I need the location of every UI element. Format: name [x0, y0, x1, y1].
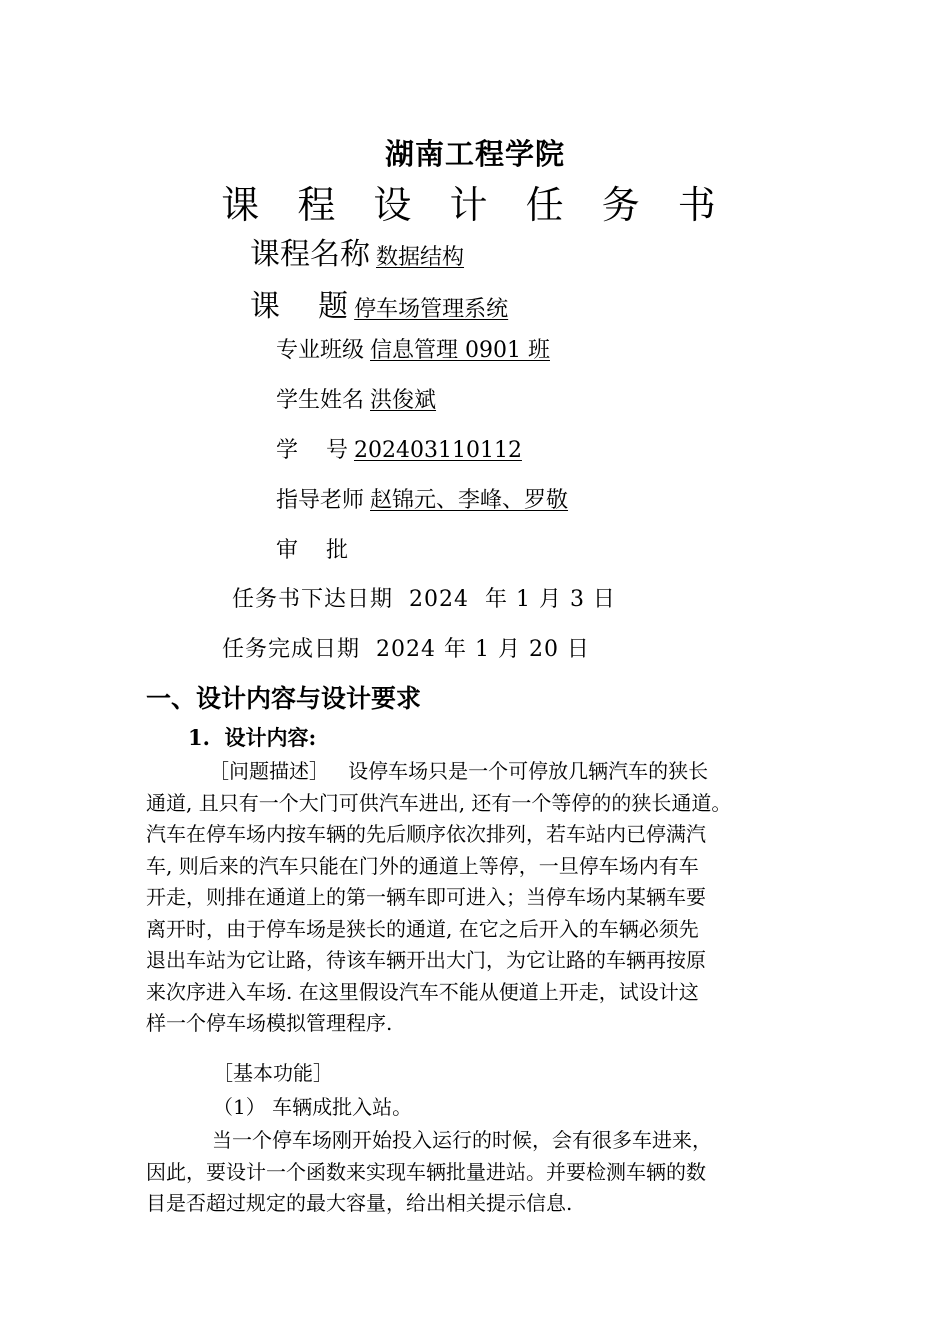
- topic-row: [250, 281, 508, 325]
- topic-label: 课 题: [250, 289, 349, 324]
- advisor-row: [276, 483, 568, 514]
- student-label: 学生姓名: [276, 388, 365, 413]
- problem-line: ［问题描述］ 设停车场只是一个可停放几辆汽车的狭长: [209, 759, 709, 783]
- student-id-label: 学 号: [276, 438, 348, 463]
- item-1-heading: （1） 车辆成批入站。: [213, 1095, 413, 1119]
- item-1-line: 因此，要设计一个函数来实现车辆批量进站。并要检测车辆的数: [146, 1159, 706, 1184]
- problem-line: 样一个停车场模拟管理程序.: [146, 1011, 393, 1035]
- problem-line: 退出车站为它让路，待该车辆开出大门，为它让路的车辆再按原: [146, 948, 706, 972]
- course-row: [250, 229, 464, 273]
- advisor-label: 指导老师: [276, 488, 365, 513]
- issue-date: 任务书下达日期 2024 年 1 月 3 日: [232, 587, 616, 612]
- major-value: 信息管理 0901 班: [370, 338, 550, 363]
- problem-line: 来次序进入车场. 在这里假设汽车不能从便道上开走，试设计这: [146, 979, 699, 1004]
- finish-date: 任务完成日期 2024 年 1 月 20 日: [222, 637, 590, 662]
- document-title: 课 程 设 计 任 务 书: [221, 183, 729, 227]
- item-1-line: 当一个停车场刚开始投入运行的时候，会有很多车进来，: [212, 1128, 712, 1152]
- sub-heading: 1. 设计内容:: [188, 725, 317, 750]
- problem-line: 汽车在停车场内按车辆的先后顺序依次排列，若车站内已停满汽: [146, 822, 706, 846]
- advisor-value: 赵锦元、李峰、罗敬: [370, 488, 569, 513]
- item-1-description: [146, 1125, 806, 1220]
- problem-line: 离开时，由于停车场是狭长的通道, 在它之后开入的车辆必须先: [146, 916, 699, 941]
- problem-line: 车, 则后来的汽车只能在门外的通道上等停，一旦停车场内有车: [146, 853, 699, 878]
- student-id-row: [276, 433, 522, 464]
- student-value: 洪俊斌: [370, 388, 437, 413]
- basic-function-heading: ［基本功能］: [213, 1061, 333, 1085]
- section-heading: 一、设计内容与设计要求: [146, 684, 422, 713]
- school-name: 湖南工程学院: [384, 137, 565, 171]
- major-label: 专业班级: [276, 338, 365, 363]
- major-row: [276, 333, 550, 364]
- topic-value: 停车场管理系统: [354, 297, 509, 322]
- course-value: 数据结构: [376, 245, 465, 270]
- student-id-value: 202403110112: [353, 438, 522, 463]
- item-1-line: 目是否超过规定的最大容量，给出相关提示信息.: [146, 1191, 573, 1215]
- problem-line: 通道, 且只有一个大门可供汽车进出, 还有一个等停的的狭长通道。: [146, 790, 732, 815]
- approve-label: 审 批: [276, 538, 348, 563]
- student-row: [276, 383, 436, 414]
- course-label: 课程名称: [250, 237, 370, 272]
- problem-description: [146, 756, 806, 1040]
- problem-line: 开走，则排在通道上的第一辆车即可进入；当停车场内某辆车要: [146, 885, 706, 909]
